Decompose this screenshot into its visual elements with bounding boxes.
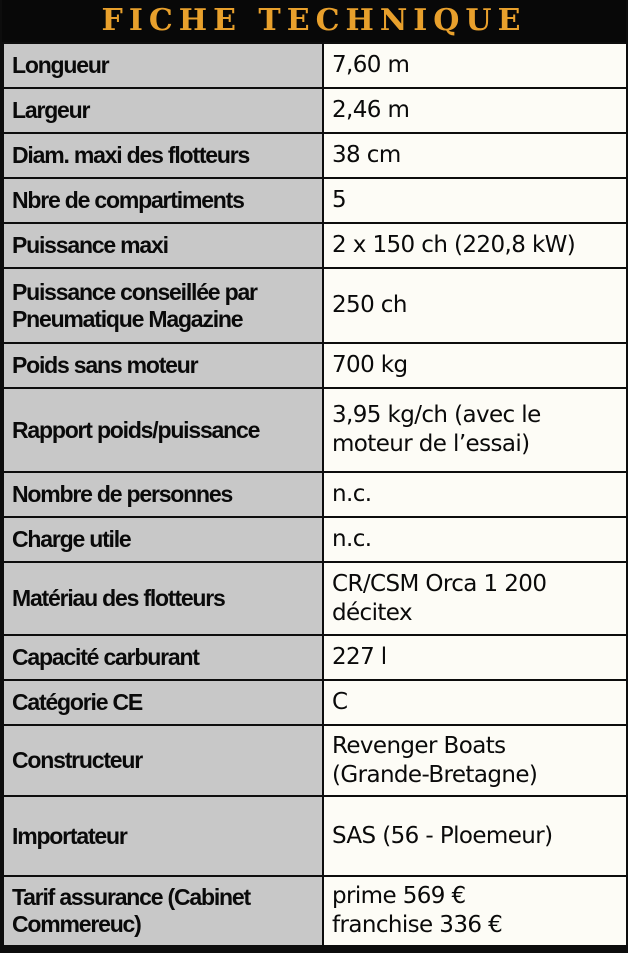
table-row [3,517,627,562]
row-label: Puissance conseillée par Pneumatique Magazine [3,268,323,343]
row-value [323,133,627,178]
row-value-line-2: (Grande-Bretagne) [332,761,538,788]
row-value-line: prime 569 € [332,883,466,909]
row-label: Rapport poids/puissance [3,388,323,472]
row-value [323,517,627,562]
row-label: Tarif assurance (Cabinet Commereuc) [3,876,323,946]
row-value-line: 2,46 m [332,97,410,123]
row-value [323,88,627,133]
row-value-line: 2 x 150 ch (220,8 kW) [332,232,576,258]
row-value-line: 250 ch [332,292,407,318]
row-value [323,43,627,88]
row-value-line: C [332,689,348,715]
table-row [3,268,627,343]
title-bar [2,0,626,42]
row-label: Diam. maxi des flotteurs [3,133,323,178]
row-label: Nombre de personnes [3,472,323,517]
table-row [3,472,627,517]
row-label: Longueur [3,43,323,88]
row-value-line: CR/CSM Orca 1 200 [332,570,547,597]
row-value-line-2: franchise 336 € [332,912,503,938]
table-row [3,725,627,796]
row-value [323,876,627,946]
table-row [3,796,627,876]
row-value [323,223,627,268]
table-row [3,43,627,88]
row-value-line: SAS (56 - Ploemeur) [332,822,553,849]
table-row [3,343,627,388]
row-label: Capacité carburant [3,635,323,680]
row-value [323,562,627,635]
row-value-line: 227 l [332,644,387,670]
row-value [323,343,627,388]
table-row [3,223,627,268]
row-value-line: n.c. [332,526,372,552]
row-value [323,725,627,796]
row-value [323,178,627,223]
row-value-line-2: moteur de l’essai) [332,431,530,457]
row-label: Constructeur [3,725,323,796]
table-row [3,178,627,223]
table-row [3,133,627,178]
spec-table [2,42,628,947]
table-row [3,876,627,946]
table-row [3,88,627,133]
row-value [323,680,627,725]
table-row [3,635,627,680]
row-value-line-2: décitex [332,599,412,626]
row-value-line: 38 cm [332,142,401,168]
row-value-line: 3,95 kg/ch (avec le [332,402,541,428]
row-label: Importateur [3,796,323,876]
table-row [3,388,627,472]
row-value [323,796,627,876]
row-value [323,635,627,680]
row-value-line: 5 [332,187,347,213]
row-value [323,388,627,472]
row-label: Puissance maxi [3,223,323,268]
row-value-line: Revenger Boats [332,732,506,759]
row-label: Largeur [3,88,323,133]
row-value-line: n.c. [332,481,372,507]
row-value-line: 700 kg [332,352,408,378]
row-label: Nbre de compartiments [3,178,323,223]
row-label: Catégorie CE [3,680,323,725]
table-row [3,680,627,725]
row-label: Matériau des flotteurs [3,562,323,635]
row-value-line: 7,60 m [332,52,410,78]
table-row [3,562,627,635]
row-label: Poids sans moteur [3,343,323,388]
page-title: FICHE TECHNIQUE [101,3,527,38]
row-value [323,472,627,517]
row-label: Charge utile [3,517,323,562]
row-value [323,268,627,343]
